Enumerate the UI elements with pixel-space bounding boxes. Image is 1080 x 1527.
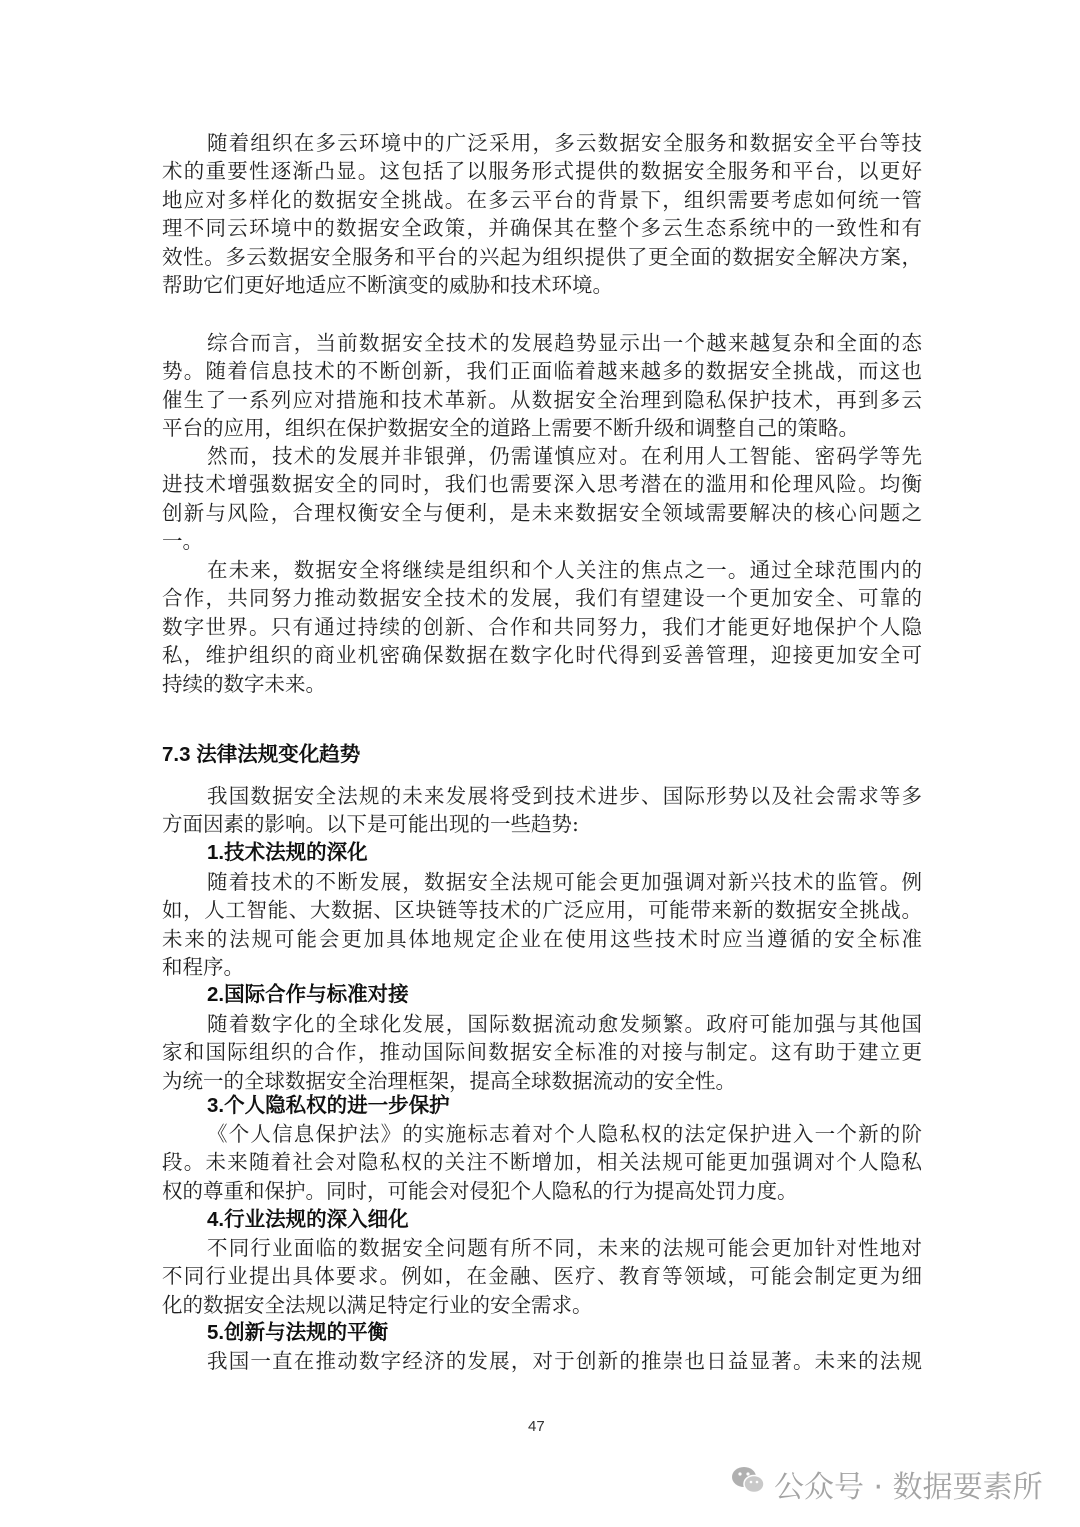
text-line: 平台的应用，组织在保护数据安全的道路上需要不断升级和调整自己的策略。: [162, 416, 859, 441]
text-line: 我国数据安全法规的未来发展将受到技术进步、国际形势以及社会需求等多: [207, 784, 922, 808]
text-line: 合作，共同努力推动数据安全技术的发展，我们有望建设一个更加安全、可靠的: [162, 586, 922, 611]
text-line: 数字世界。只有通过持续的创新、合作和共同努力，我们才能更好地保护个人隐: [162, 614, 922, 639]
text-line: 化的数据安全法规以满足特定行业的安全需求。: [162, 1292, 593, 1317]
text-line: 创新与风险，合理权衡安全与便利，是未来数据安全领域需要解决的核心问题之: [162, 500, 922, 525]
text-line: 《个人信息保护法》的实施标志着对个人隐私权的法定保护进入一个新的阶: [207, 1122, 922, 1146]
text-line: 未来的法规可能会更加具体地规定企业在使用这些技术时应当遵循的安全标准: [162, 926, 922, 951]
wechat-icon: [730, 1464, 766, 1504]
paragraph-risk: [162, 442, 922, 556]
text-line: 在未来，数据安全将继续是组织和个人关注的焦点之一。通过全球范围内的: [207, 558, 922, 582]
text-line: 为统一的全球数据安全治理框架，提高全球数据流动的安全性。: [162, 1068, 736, 1093]
text-line: 不同行业面临的数据安全问题有所不同，未来的法规可能会更加针对性地对: [207, 1236, 922, 1260]
page-number: 47: [528, 1418, 545, 1435]
watermark-text: 公众号 · 数据要素所: [774, 1470, 1043, 1505]
section-heading: 7.3 法律法规变化趋势: [162, 743, 361, 766]
subheading-3: 3.个人隐私权的进一步保护: [207, 1094, 450, 1117]
subheading-5: 5.创新与法规的平衡: [207, 1321, 389, 1344]
text-line: 随着技术的不断发展，数据安全法规可能会更加强调对新兴技术的监管。例: [207, 870, 922, 894]
text-line: 私，维护组织的商业机密确保数据在数字化时代得到妥善管理，迎接更加安全可: [162, 643, 922, 668]
text-line: 随着数字化的全球化发展，国际数据流动愈发频繁。政府可能加强与其他国: [207, 1012, 922, 1036]
paragraph-trend-4: [162, 1234, 922, 1319]
text-line: 段。未来随着社会对隐私权的关注不断增加，相关法规可能更加强调对个人隐私: [162, 1150, 922, 1175]
paragraph-trend-5: [162, 1347, 922, 1375]
subheading-4: 4.行业法规的深入细化: [207, 1208, 409, 1231]
paragraph-summary: [162, 329, 922, 443]
text-line: 理不同云环境中的数据安全政策，并确保其在整个多云生态系统中的一致性和有: [162, 216, 922, 241]
text-line: 如，人工智能、大数据、区块链等技术的广泛应用，可能带来新的数据安全挑战。: [162, 898, 922, 923]
text-line: 催生了一系列应对措施和技术革新。从数据安全治理到隐私保护技术，再到多云: [162, 387, 922, 412]
text-line: 家和国际组织的合作，推动国际间数据安全标准的对接与制定。这有助于建立更: [162, 1040, 922, 1065]
text-line: 然而，技术的发展并非银弹，仍需谨慎应对。在利用人工智能、密码学等先: [207, 444, 922, 468]
text-line: 方面因素的影响。以下是可能出现的一些趋势:: [162, 812, 579, 837]
text-line: 进技术增强数据安全的同时，我们也需要深入思考潜在的滥用和伦理风险。均衡: [162, 472, 922, 497]
text-line: 效性。多云数据安全服务和平台的兴起为组织提供了更全面的数据安全解决方案，: [162, 244, 922, 269]
text-line: 势。随着信息技术的不断创新，我们正面临着越来越多的数据安全挑战，而这也: [162, 359, 922, 384]
subheading-2: 2.国际合作与标准对接: [207, 983, 409, 1006]
paragraph-trend-3: [162, 1120, 922, 1205]
text-line: 持续的数字未来。: [162, 671, 326, 696]
text-line: 帮助它们更好地适应不断演变的威胁和技术环境。: [162, 272, 613, 297]
text-line: 权的尊重和保护。同时，可能会对侵犯个人隐私的行为提高处罚力度。: [162, 1178, 798, 1203]
subheading-1: 1.技术法规的深化: [207, 841, 368, 864]
text-line: 一。: [162, 529, 203, 554]
paragraph-trend-1: [162, 868, 922, 982]
paragraph-intro: [162, 782, 922, 839]
text-line: 地应对多样化的数据安全挑战。在多云平台的背景下，组织需要考虑如何统一管: [162, 187, 922, 212]
text-line: 随着组织在多云环境中的广泛采用，多云数据安全服务和数据安全平台等技: [207, 131, 922, 155]
paragraph-multicloud: [162, 129, 922, 299]
text-line: 我国一直在推动数字经济的发展，对于创新的推崇也日益显著。未来的法规: [207, 1349, 922, 1373]
watermark: [730, 1462, 1043, 1506]
paragraph-trend-2: [162, 1010, 922, 1095]
text-line: 术的重要性逐渐凸显。这包括了以服务形式提供的数据安全服务和平台，以更好: [162, 159, 922, 184]
text-line: 和程序。: [162, 955, 244, 980]
text-line: 综合而言，当前数据安全技术的发展趋势显示出一个越来越复杂和全面的态: [207, 331, 922, 355]
text-line: 不同行业提出具体要求。例如，在金融、医疗、教育等领域，可能会制定更为细: [162, 1264, 922, 1289]
paragraph-future: [162, 556, 922, 698]
